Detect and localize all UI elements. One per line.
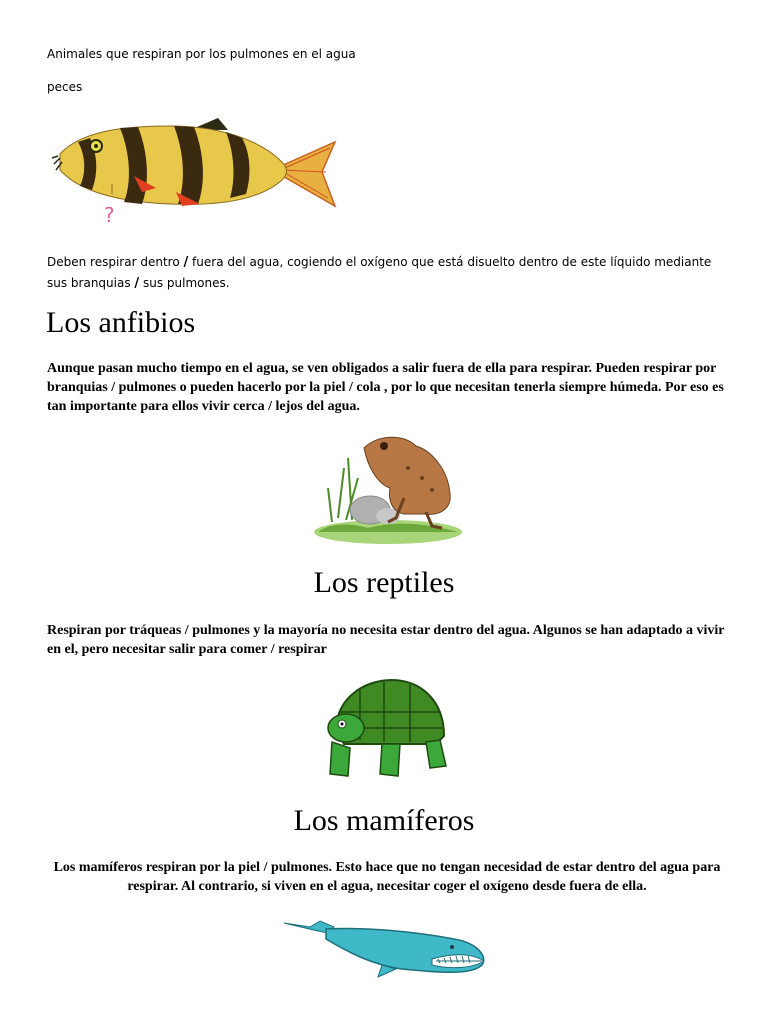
svg-text:?: ? xyxy=(104,203,115,227)
section-label-peces: peces xyxy=(47,80,83,94)
anfibios-paragraph: Aunque pasan mucho tiempo en el agua, se ven obligados a salir fuera de ella para respirar. Pueden respirar por branquias / pulmones o pueden hacerlo por la piel / cola , por lo que necesitan tenerla siempre húmeda. Por eso es tan importante para ellos vivir cerca / lejos del agua. xyxy=(47,361,724,414)
whale-icon xyxy=(282,913,492,979)
fish-icon xyxy=(50,112,340,230)
reptiles-paragraph: Respiran por tráqueas / pulmones y la mayoría no necesita estar dentro del agua. Algunos se han adaptado a vivir en el, pero necesitar salir para comer / respirar xyxy=(47,623,725,657)
fish-text-c: sus pulmones. xyxy=(139,276,230,290)
heading-reptiles: Los reptiles xyxy=(313,566,455,599)
fish-sep-1: / xyxy=(183,255,189,270)
fish-sep-2: / xyxy=(134,276,140,291)
heading-mamiferos: Los mamíferos xyxy=(293,804,475,837)
fish-paragraph xyxy=(47,252,727,294)
heading-anfibios: Los anfibios xyxy=(46,306,196,339)
fish-text-a: Deben respirar dentro xyxy=(47,255,184,269)
mamiferos-paragraph: Los mamíferos respiran por la piel / pulmones. Esto hace que no tengan necesidad de estar dentro del agua para respirar. Al contrario, si viven en el agua, necesitar coger el oxígeno desde fuera de ella. xyxy=(53,860,721,894)
frog-icon xyxy=(308,428,463,546)
fish-text-b: fuera del agua, cogiendo el oxígeno que está disuelto dentro de este líquido mediante sus branquias xyxy=(47,255,712,290)
page-title: Animales que respiran por los pulmones en el agua xyxy=(47,47,356,61)
turtle-icon xyxy=(320,678,450,780)
